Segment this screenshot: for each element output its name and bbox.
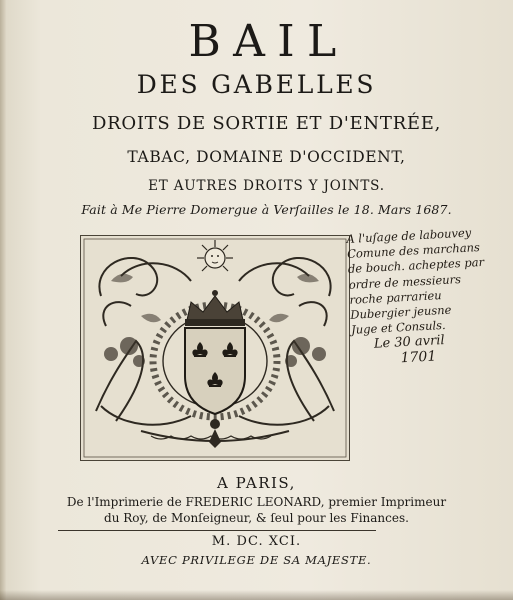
title-line-6: Fait à Me Pierre Domergue à Verſailles le 18. Mars 1687. [81,202,452,217]
title-line-4: TABAC, DOMAINE D'OCCIDENT, [127,148,406,166]
title-line-3: DROITS DE SORTIE ET D'ENTRÉE, [91,113,442,134]
page-bottom-shadow [0,590,513,600]
imprint-privilege: AVEC PRIVILEGE DE SA MAJESTE. [141,553,372,567]
imprint-printer-line-2: du Roy, de Monſeigneur, & ſeul pour les Finances. [104,511,409,525]
imprint-printer-line-1: De l'Imprimerie de FREDERIC LEONARD, premier Imprimeur [66,495,447,509]
note-line: Juge et Consuls. [350,318,446,338]
note-date: Le 30 avril [373,333,445,353]
title-subtitle: DES GABELLES [136,70,377,99]
note-line: Dubergier jeusne [349,302,452,322]
imprint-divider [58,530,376,531]
note-line: A l'uſage de labouvey [346,225,472,246]
note-line: de bouch. acheptes par [347,255,485,277]
note-line: Comune des marchans [346,240,481,262]
title-line-5: ET AUTRES DROITS Y JOINTS. [148,178,385,194]
handwritten-annotation [346,223,513,369]
fleur-de-lis-crest-icon [81,236,349,460]
imprint-year: M. DC. XCI. [211,534,302,549]
imprint-place: A PARIS, [217,474,296,492]
royal-arms-engraving [80,235,350,461]
title-main: BAIL [188,16,349,67]
note-year: 1701 [400,348,437,366]
note-line: ordre de messieurs [348,271,462,292]
note-line: roche parrarieu [349,287,442,307]
